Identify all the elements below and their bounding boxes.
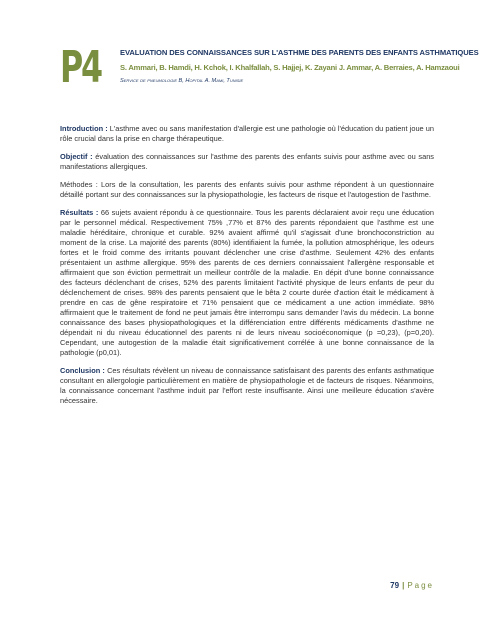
abstract-title: EVALUATION DES CONNAISSANCES SUR L'ASTHME DES PARENTS DES ENFANTS ASTHMATIQUES — [120, 48, 479, 57]
footer-separator: | — [402, 581, 405, 590]
resultats-text: 66 sujets avaient répondu à ce questionnaire. Tous les parents déclaraient avoir reçu une éducation par le personnel médical. Respectivement 75% ,77% et 87% des parents répondaient que l'asthme est une maladie héréditaire, chronique et curable. 92% avaient affirmé qu'il s'agissait d'une bronchoconstriction au moment de la crise. La majorité des parents (80%) identifiaient la fumée, la pollution atmosphérique, les odeurs fortes et le froid comme des irritants pouvant déclencher une crise d'asthme. Seulement 42% des enfants présentaient un asthme allergique. 95% des parents de ces derniers connaissaient l'allergène responsable et affirmaient que son éviction permettrait un meilleur contrôle de la maladie. En dépit d'une bonne connaissance des facteurs déclenchant de crises, 52% des parents limitaient l'activité physique de leurs enfants de peur du déclenchement de crises. 98% des parents pensaient que le bêta 2 courte durée d'action était le médicament à prendre en cas de gêne respiratoire et 71% pensaient que ce médicament a une action immédiate. 98% affirmaient que le traitement de fond ne peut jamais être interrompu sans demander l'avis du médecin. La bonne connaissance des bases physiopathologiques et la différenciation entre différents médicaments d'asthme ne dépendait ni du niveau éducationnel des parents ni de leurs niveau socioéconomique (p =0,23), (p=0,20). Cependant, une autogestion de la maladie était significativement corrélée à une bonne connaissance de la pathologie (p0,01). — [60, 208, 434, 357]
page-footer — [390, 581, 434, 590]
conclusion-paragraph — [60, 366, 434, 406]
abstract-body — [60, 124, 434, 414]
methodes-text: Lors de la consultation, les parents des enfants suivis pour asthme répondent à un questionnaire détaillé portant sur des connaissances sur la physiopathologie, les facteurs de risque et l'autogestion de l'asthme. — [60, 180, 434, 199]
resultats-label: Résultats : — [60, 208, 99, 217]
objectif-label: Objectif : — [60, 152, 93, 161]
introduction-paragraph — [60, 124, 434, 144]
introduction-text: L'asthme avec ou sans manifestation d'allergie est une pathologie où l'éducation du patient joue un rôle crucial dans la prise en charge thérapeutique. — [60, 124, 434, 143]
methodes-paragraph — [60, 180, 434, 200]
introduction-label: Introduction : — [60, 124, 108, 133]
author-list: S. Ammari, B. Hamdi, H. Kchok, I. Khalfallah, S. Hajjej, K. Zayani J. Ammar, A. Berraies, A. Hamzaoui — [120, 63, 460, 72]
resultats-paragraph — [60, 208, 434, 358]
page-number: 79 — [390, 581, 400, 590]
abstract-header — [120, 48, 479, 84]
page-word: Page — [407, 581, 434, 590]
affiliation: Service de pneumologie B, Hopital A. Mami, Tunisie — [120, 78, 244, 84]
poster-number-badge: P4 — [60, 42, 101, 93]
methodes-label: Méthodes : — [60, 180, 98, 189]
conclusion-text: Ces résultats révèlent un niveau de connaissance satisfaisant des parents des enfants asthmatique consultant en allergologie particulièrement en matière de physiopathologie et de facteurs de risques. Néanmoins, la connaissance concernant l'asthme induit par l'effort reste insuffisante. Ainsi une meilleure éducation s'avère nécessaire. — [60, 366, 434, 405]
objectif-text: évaluation des connaissances sur l'asthme des parents des enfants suivis pour asthme avec ou sans manifestations allergiques. — [60, 152, 434, 171]
conclusion-label: Conclusion : — [60, 366, 105, 375]
objectif-paragraph — [60, 152, 434, 172]
